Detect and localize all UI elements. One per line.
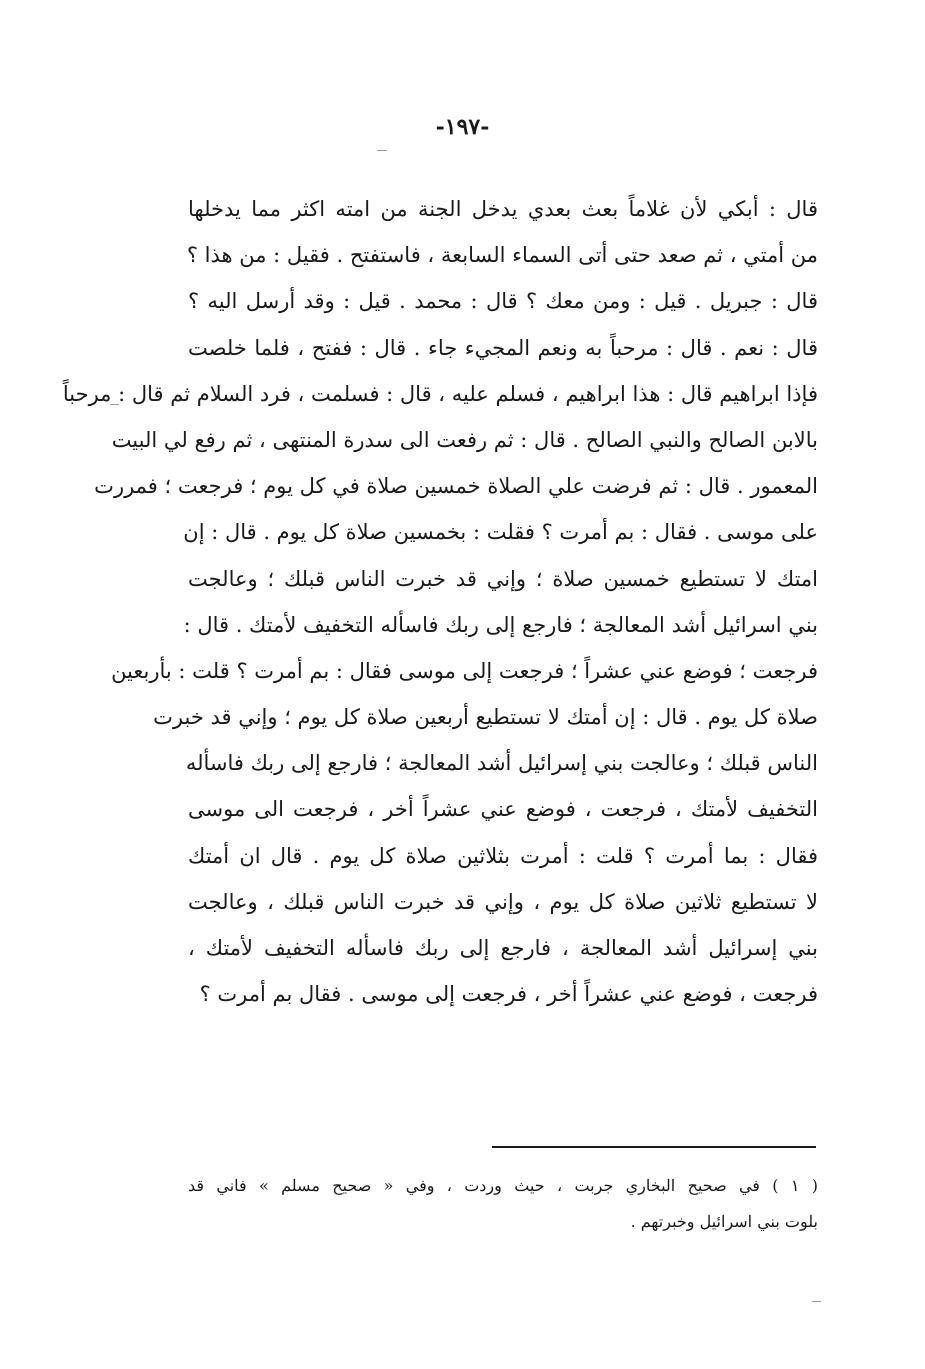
text-line: فرجعت ؛ فوضع عني عشراً ؛ فرجعت إلى موسى فقال : بم أمرت ؟ قلت : بأربعين — [111, 658, 818, 683]
body-text — [62, 186, 818, 1017]
text-line: بالابن الصالح والنبي الصالح . قال : ثم رفعت الى سدرة المنتهى ، ثم رفع لي البيت — [111, 427, 818, 452]
text-line: امتك لا تستطيع خمسين صلاة ؛ وإني قد خبرت الناس قبلك ؛ وعالجت — [188, 566, 818, 591]
text-line: الناس قبلك ؛ وعالجت بني إسرائيل أشد المعالجة ؛ فارجع إلى ربك فاسأله — [185, 751, 818, 776]
page-number: -١٩٧- — [435, 114, 490, 140]
scan-mark — [377, 150, 387, 151]
text-line: التخفيف لأمتك ، فرجعت ، فوضع عني عشراً أخر ، فرجعت الى موسى — [188, 797, 818, 822]
text-line: قال : أبكي لأن غلاماً بعث بعدي يدخل الجنة من امته اكثر مما يدخلها — [188, 197, 818, 221]
text-line: فإذا ابراهيم قال : هذا ابراهيم ، فسلم عليه ، قال : فسلمت ، فرد السلام ثم قال : مرحباً — [62, 381, 818, 406]
text-line: على موسى . فقال : بم أمرت ؟ فقلت : بخمسين صلاة كل يوم . قال : إن — [183, 520, 818, 545]
footnote — [188, 1168, 818, 1240]
text-line: صلاة كل يوم . قال : إن أمتك لا تستطيع أربعين صلاة كل يوم ؛ وإني قد خبرت — [153, 705, 818, 730]
text-line: بني إسرائيل أشد المعالجة ، فارجع إلى ربك فاسأله التخفيف لأمتك ، — [188, 936, 818, 960]
text-line: المعمور . قال : ثم فرضت علي الصلاة خمسين صلاة في كل يوم ؛ فرجعت ؛ فمررت — [94, 474, 818, 499]
text-line: فرجعت ، فوضع عني عشراً أخر ، فرجعت إلى موسى . فقال بم أمرت ؟ — [199, 982, 818, 1007]
scan-mark — [812, 1301, 821, 1302]
footnote-line: بلوت بني اسرائيل وخبرتهم . — [630, 1212, 818, 1231]
text-line: من أمتي ، ثم صعد حتى أتى السماء السابعة ، فاستفتح . فقيل : من هذا ؟ — [186, 243, 818, 268]
footnote-line: ( ١ ) في صحيح البخاري جربت ، حيث وردت ، وفي « صحيح مسلم » فاني قد — [188, 1176, 819, 1195]
text-line: فقال : بما أمرت ؟ قلت : أمرت بثلاثين صلاة كل يوم . قال ان أمتك — [188, 843, 818, 868]
text-line: لا تستطيع ثلاثين صلاة كل يوم ، وإني قد خبرت الناس قبلك ، وعالجت — [188, 889, 818, 914]
text-line: بني اسرائيل أشد المعالجة ؛ فارجع إلى ربك فاسأله التخفيف لأمتك . قال : — [183, 612, 818, 637]
text-line: قال : جبريل . قيل : ومن معك ؟ قال : محمد . قيل : وقد أرسل اليه ؟ — [188, 289, 818, 314]
text-line: قال : نعم . قال : مرحباً به ونعم المجيء جاء . قال : ففتح ، فلما خلصت — [188, 335, 818, 360]
footnote-separator — [492, 1146, 816, 1148]
